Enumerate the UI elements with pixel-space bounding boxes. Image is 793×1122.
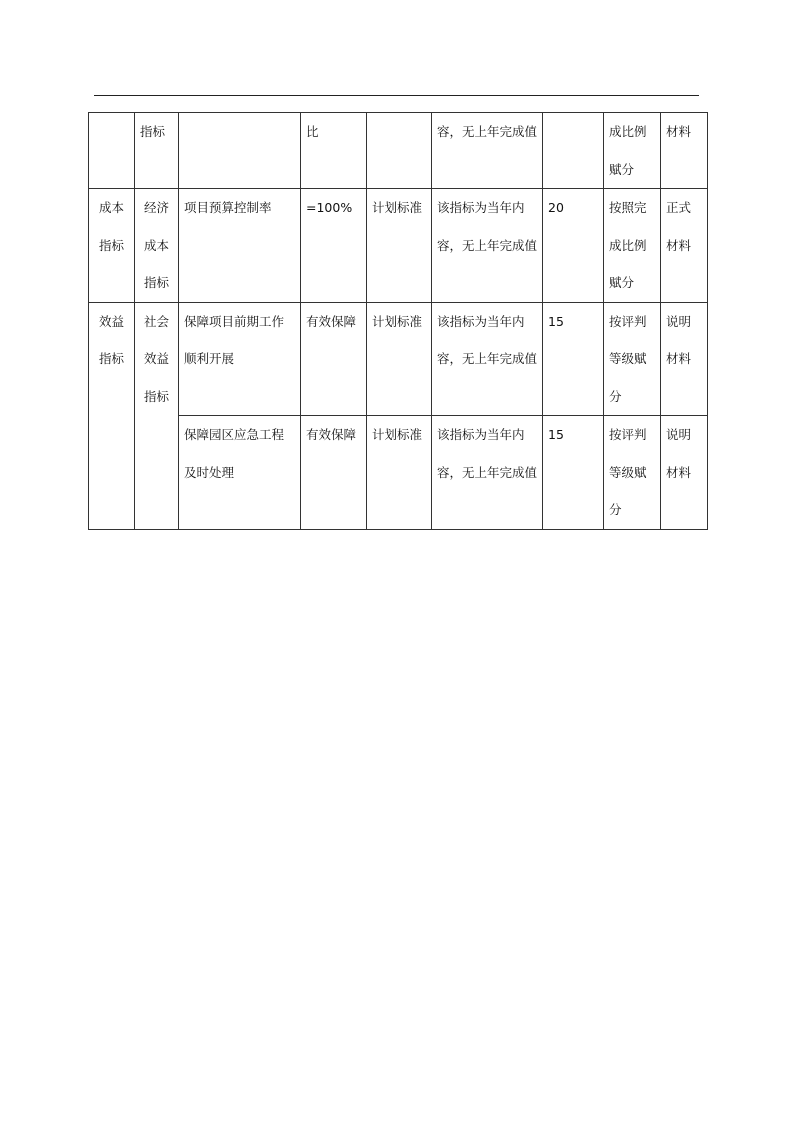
cell-value: 比: [301, 113, 367, 189]
cell-basis: 计划标准: [367, 416, 432, 530]
cell-description: 该指标为当年内容，无上年完成值: [432, 416, 543, 530]
cell-score: 15: [543, 302, 604, 416]
cell-value: =100%: [301, 189, 367, 303]
performance-indicator-table: [88, 112, 708, 530]
cell-method: 成比例赋分: [604, 113, 661, 189]
cell-value: 有效保障: [301, 302, 367, 416]
cell-level3: 保障园区应急工程及时处理: [179, 416, 301, 530]
cell-evidence: 说明材料: [661, 416, 708, 530]
cell-level3: 项目预算控制率: [179, 189, 301, 303]
cell-level1-empty: [89, 113, 135, 189]
cell-evidence: 正式材料: [661, 189, 708, 303]
table-row-cost: [89, 189, 708, 303]
cell-method: 按照完成比例赋分: [604, 189, 661, 303]
header-rule: [94, 95, 699, 96]
cell-value: 有效保障: [301, 416, 367, 530]
cell-level2: 经济成本指标: [135, 189, 179, 303]
cell-level1: 成本指标: [89, 189, 135, 303]
cell-evidence: 说明材料: [661, 302, 708, 416]
cell-level3-empty: [179, 113, 301, 189]
table-row-benefit-1: [89, 302, 708, 416]
cell-score-empty: [543, 113, 604, 189]
cell-basis: 计划标准: [367, 189, 432, 303]
cell-score: 20: [543, 189, 604, 303]
cell-level1: 效益指标: [89, 302, 135, 529]
cell-description: 该指标为当年内容，无上年完成值: [432, 302, 543, 416]
cell-method: 按评判等级赋分: [604, 302, 661, 416]
table-row-continuation: [89, 113, 708, 189]
cell-score: 15: [543, 416, 604, 530]
cell-level2: 社会效益指标: [135, 302, 179, 529]
cell-basis: 计划标准: [367, 302, 432, 416]
cell-description: 该指标为当年内容，无上年完成值: [432, 189, 543, 303]
cell-method: 按评判等级赋分: [604, 416, 661, 530]
cell-basis-empty: [367, 113, 432, 189]
cell-level3: 保障项目前期工作顺利开展: [179, 302, 301, 416]
cell-level2: 指标: [135, 113, 179, 189]
cell-evidence: 材料: [661, 113, 708, 189]
table-row-benefit-2: [89, 416, 708, 530]
cell-description: 容，无上年完成值: [432, 113, 543, 189]
